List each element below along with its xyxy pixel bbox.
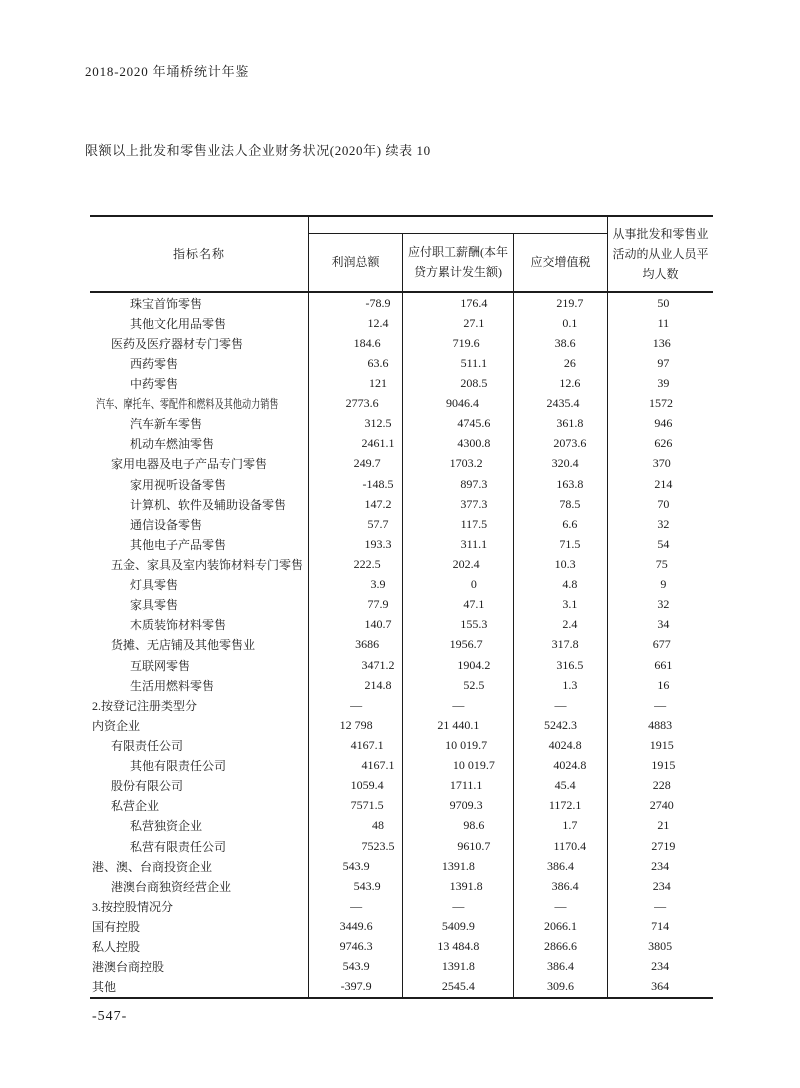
row-vat-value: 320.4	[551, 456, 579, 471]
row-vat-value: 2073.6	[553, 436, 587, 451]
table-row	[90, 635, 713, 655]
row-payroll-value: 176.4	[460, 295, 488, 310]
row-indicator-label: 灯具零售	[130, 578, 179, 593]
row-vat-value: —	[554, 697, 567, 712]
row-indicator-label: 3.按控股情况分	[92, 899, 174, 914]
row-vat-value: 4.8	[562, 577, 578, 592]
row-payroll-value: 4300.8	[457, 436, 491, 451]
row-total-profit-value: 222.5	[353, 556, 381, 571]
table-row	[90, 373, 713, 393]
row-total-profit-value: 63.6	[367, 355, 389, 370]
row-avg-employees-value: —	[654, 697, 667, 712]
row-vat-value: 386.4	[546, 959, 574, 974]
row-total-profit-value: 3686	[355, 637, 380, 652]
row-total-profit-value: 7571.5	[350, 798, 384, 813]
row-total-profit-value: —	[350, 697, 363, 712]
row-vat-value: —	[554, 898, 567, 913]
row-vat-value: 78.5	[559, 496, 581, 511]
row-avg-employees-value: 626	[654, 436, 673, 451]
row-avg-employees-value: 11	[657, 315, 670, 330]
table-row	[90, 615, 713, 635]
row-indicator-label: 其他有限责任公司	[130, 759, 227, 774]
row-avg-employees-value: 34	[657, 617, 670, 632]
row-payroll-value: 47.1	[463, 597, 485, 612]
row-indicator-label: 其他电子产品零售	[130, 537, 227, 552]
row-vat-value: 1.3	[562, 677, 578, 692]
row-avg-employees-value: 1572	[649, 396, 674, 411]
row-payroll-value: 5409.9	[441, 918, 475, 933]
row-indicator-label: 港澳台商控股	[92, 960, 165, 975]
row-payroll-value: 0	[470, 577, 477, 592]
row-vat-value: 2866.6	[543, 939, 577, 954]
row-vat-value: 1.7	[562, 818, 578, 833]
row-total-profit-value: 57.7	[367, 516, 389, 531]
yearbook-title: 2018-2020 年埇桥统计年鉴	[85, 64, 250, 79]
row-total-profit-value: 140.7	[364, 617, 392, 632]
table-row	[90, 494, 713, 514]
table-row	[90, 534, 713, 554]
row-vat-value: 4024.8	[548, 737, 582, 752]
row-payroll-value: 1703.2	[449, 456, 483, 471]
row-payroll-value: 52.5	[463, 677, 485, 692]
row-total-profit-value: 4167.1	[350, 737, 384, 752]
row-payroll-value: —	[452, 898, 465, 913]
page-number: -547-	[92, 1009, 128, 1024]
row-indicator-label: 国有控股	[92, 919, 141, 934]
row-avg-employees-value: 4883	[648, 717, 673, 732]
col-header-payroll: 应付职工薪酬(本年贷方累计发生额)	[408, 245, 508, 279]
table-row	[90, 554, 713, 574]
table-row	[90, 977, 713, 997]
table-row	[90, 957, 713, 977]
table-row	[90, 756, 713, 776]
row-vat-value: 317.8	[551, 637, 579, 652]
row-payroll-value: 1391.8	[441, 858, 475, 873]
row-avg-employees-value: 677	[652, 637, 671, 652]
row-avg-employees-value: 234	[651, 858, 670, 873]
row-indicator-label: 私人控股	[92, 940, 141, 955]
row-payroll-value: 13 484.8	[437, 939, 480, 954]
row-payroll-value: 897.3	[460, 476, 488, 491]
row-total-profit-value: 147.2	[364, 496, 392, 511]
row-payroll-value: 208.5	[460, 375, 488, 390]
row-vat-value: 10.3	[554, 556, 576, 571]
row-payroll-value: 9046.4	[446, 396, 480, 411]
row-vat-value: 71.5	[559, 536, 581, 551]
row-total-profit-value: 7523.5	[361, 838, 395, 853]
row-vat-value: 163.8	[556, 476, 584, 491]
row-payroll-value: 10 019.7	[445, 737, 488, 752]
table-row	[90, 715, 713, 735]
row-avg-employees-value: 39	[657, 375, 670, 390]
table-row	[90, 796, 713, 816]
row-payroll-value: 1956.7	[449, 637, 483, 652]
row-indicator-label: 货摊、无店铺及其他零售业	[111, 638, 256, 653]
row-total-profit-value: 3449.6	[339, 918, 373, 933]
row-payroll-value: 9709.3	[449, 798, 483, 813]
row-avg-employees-value: 1915	[649, 737, 674, 752]
table-row	[90, 394, 713, 414]
row-indicator-label: 互联网零售	[130, 658, 191, 673]
table-row	[90, 434, 713, 454]
row-total-profit-value: 543.9	[342, 858, 370, 873]
table-row	[90, 514, 713, 534]
row-indicator-label: 家用电器及电子产品专门零售	[111, 457, 268, 472]
col-header-avg-employees: 从事批发和零售业活动的从业人员平均人数	[612, 227, 709, 281]
row-payroll-value: 21 440.1	[437, 717, 480, 732]
row-avg-employees-value: 1915	[651, 758, 676, 773]
row-avg-employees-value: 2719	[651, 838, 676, 853]
table-row	[90, 937, 713, 957]
table-row	[90, 836, 713, 856]
col-header-total-profit: 利润总额	[331, 255, 380, 269]
row-indicator-label: 中药零售	[130, 376, 179, 391]
row-indicator-label: 汽车、摩托车、零配件和燃料及其他动力销售	[96, 397, 279, 412]
row-vat-value: 316.5	[556, 657, 584, 672]
table-row	[90, 595, 713, 615]
row-payroll-value: 1711.1	[449, 778, 483, 793]
row-payroll-value: 719.6	[452, 335, 480, 350]
row-indicator-label: 其他文化用品零售	[130, 316, 227, 331]
table-row	[90, 575, 713, 595]
row-avg-employees-value: —	[654, 898, 667, 913]
row-total-profit-value: 214.8	[364, 677, 392, 692]
row-vat-value: 0.1	[562, 315, 578, 330]
row-payroll-value: 155.3	[460, 617, 488, 632]
row-avg-employees-value: 370	[652, 456, 671, 471]
row-total-profit-value: 48	[371, 818, 384, 833]
row-avg-employees-value: 234	[652, 878, 671, 893]
table-row	[90, 675, 713, 695]
row-indicator-label: 股份有限公司	[111, 779, 184, 794]
row-indicator-label: 2.按登记注册类型分	[92, 698, 198, 713]
row-total-profit-value: 1059.4	[350, 778, 384, 793]
row-total-profit-value: -397.9	[340, 979, 372, 994]
row-payroll-value: 1391.8	[441, 959, 475, 974]
row-total-profit-value: 2773.6	[345, 396, 379, 411]
row-avg-employees-value: 214	[654, 476, 673, 491]
row-indicator-label: 私营独资企业	[130, 819, 203, 834]
row-avg-employees-value: 9	[660, 577, 667, 592]
row-indicator-label: 港、澳、台商投资企业	[92, 859, 213, 874]
row-vat-value: 219.7	[556, 295, 584, 310]
row-total-profit-value: 12.4	[367, 315, 389, 330]
row-indicator-label: 木质装饰材料零售	[130, 618, 227, 633]
row-payroll-value: 98.6	[463, 818, 485, 833]
row-vat-value: 12.6	[559, 375, 581, 390]
table-row	[90, 916, 713, 936]
row-total-profit-value: 3471.2	[361, 657, 395, 672]
table-row	[90, 896, 713, 916]
row-total-profit-value: -78.9	[365, 295, 391, 310]
row-total-profit-value: 193.3	[364, 536, 392, 551]
row-avg-employees-value: 32	[657, 516, 670, 531]
row-indicator-label: 有限责任公司	[111, 738, 184, 753]
row-payroll-value: 117.5	[460, 516, 488, 531]
row-total-profit-value: 12 798	[339, 717, 373, 732]
table-row	[90, 816, 713, 836]
row-indicator-label: 珠宝首饰零售	[130, 296, 203, 311]
table-row	[90, 856, 713, 876]
row-vat-value: 26	[563, 355, 576, 370]
table-row	[90, 776, 713, 796]
table-row	[90, 313, 713, 333]
row-avg-employees-value: 70	[657, 496, 670, 511]
row-vat-value: 386.4	[546, 858, 574, 873]
row-payroll-value: 1904.2	[457, 657, 491, 672]
row-avg-employees-value: 234	[651, 959, 670, 974]
row-avg-employees-value: 54	[657, 536, 670, 551]
table-body	[90, 293, 713, 997]
row-vat-value: 2435.4	[546, 396, 580, 411]
row-vat-value: 361.8	[556, 416, 584, 431]
row-vat-value: 2066.1	[543, 918, 577, 933]
table-title: 限额以上批发和零售业法人企业财务状况(2020年) 续表 10	[85, 143, 431, 158]
financial-status-table	[90, 215, 713, 999]
row-indicator-label: 医药及医疗器材专门零售	[111, 336, 244, 351]
row-total-profit-value: 77.9	[367, 597, 389, 612]
row-vat-value: 2.4	[562, 617, 578, 632]
row-avg-employees-value: 16	[657, 677, 670, 692]
row-total-profit-value: 4167.1	[361, 758, 395, 773]
row-payroll-value: 1391.8	[449, 878, 483, 893]
row-vat-value: 3.1	[562, 597, 578, 612]
row-indicator-label: 港澳台商独资经营企业	[111, 879, 232, 894]
row-avg-employees-value: 21	[657, 818, 670, 833]
row-total-profit-value: 312.5	[364, 416, 392, 431]
table-row	[90, 333, 713, 353]
row-payroll-value: 202.4	[452, 556, 480, 571]
row-vat-value: 1170.4	[553, 838, 587, 853]
col-header-vat-payable: 应交增值税	[530, 255, 591, 269]
row-total-profit-value: 543.9	[342, 959, 370, 974]
row-indicator-label: 生活用燃料零售	[130, 678, 215, 693]
row-avg-employees-value: 75	[655, 556, 668, 571]
row-avg-employees-value: 661	[654, 657, 673, 672]
row-indicator-label: 私营企业	[111, 799, 160, 814]
row-avg-employees-value: 3805	[648, 939, 673, 954]
row-payroll-value: 10 019.7	[452, 758, 495, 773]
row-total-profit-value: 9746.3	[339, 939, 373, 954]
row-payroll-value: 27.1	[463, 315, 485, 330]
table-row	[90, 474, 713, 494]
table-row	[90, 695, 713, 715]
row-avg-employees-value: 32	[657, 597, 670, 612]
row-avg-employees-value: 228	[652, 778, 671, 793]
row-payroll-value: 377.3	[460, 496, 488, 511]
row-indicator-label: 西药零售	[130, 356, 179, 371]
table-row	[90, 735, 713, 755]
row-payroll-value: 9610.7	[457, 838, 491, 853]
row-indicator-label: 机动车燃油零售	[130, 437, 215, 452]
row-total-profit-value: 543.9	[353, 878, 381, 893]
row-indicator-label: 其他	[92, 980, 117, 995]
row-payroll-value: —	[452, 697, 465, 712]
row-payroll-value: 511.1	[460, 355, 488, 370]
row-total-profit-value: 184.6	[353, 335, 381, 350]
table-row	[90, 414, 713, 434]
row-payroll-value: 2545.4	[441, 979, 475, 994]
row-vat-value: 5242.3	[543, 717, 577, 732]
row-vat-value: 1172.1	[548, 798, 582, 813]
row-indicator-label: 汽车新车零售	[130, 417, 203, 432]
row-indicator-label: 计算机、软件及辅助设备零售	[130, 497, 287, 512]
row-vat-value: 309.6	[546, 979, 574, 994]
row-vat-value: 45.4	[554, 778, 576, 793]
row-avg-employees-value: 136	[652, 335, 671, 350]
row-vat-value: 6.6	[562, 516, 578, 531]
table-row	[90, 293, 713, 313]
row-total-profit-value: —	[350, 898, 363, 913]
row-avg-employees-value: 714	[651, 918, 670, 933]
row-indicator-label: 私营有限责任公司	[130, 839, 227, 854]
table-row	[90, 876, 713, 896]
table-row	[90, 655, 713, 675]
row-vat-value: 386.4	[551, 878, 579, 893]
row-indicator-label: 家具零售	[130, 598, 179, 613]
row-total-profit-value: -148.5	[362, 476, 394, 491]
row-vat-value: 38.6	[554, 335, 576, 350]
row-indicator-label: 内资企业	[92, 718, 141, 733]
row-avg-employees-value: 364	[651, 979, 670, 994]
row-payroll-value: 4745.6	[457, 416, 491, 431]
row-avg-employees-value: 2740	[649, 798, 674, 813]
col-header-indicator: 指标名称	[172, 247, 225, 261]
row-total-profit-value: 2461.1	[361, 436, 395, 451]
table-row	[90, 353, 713, 373]
row-avg-employees-value: 97	[657, 355, 670, 370]
row-total-profit-value: 121	[368, 375, 387, 390]
row-indicator-label: 家用视听设备零售	[130, 477, 227, 492]
col-group-header-empty	[309, 217, 607, 233]
row-total-profit-value: 249.7	[353, 456, 381, 471]
row-vat-value: 4024.8	[553, 758, 587, 773]
row-indicator-label: 通信设备零售	[130, 517, 203, 532]
row-total-profit-value: 3.9	[370, 577, 386, 592]
row-payroll-value: 311.1	[460, 536, 488, 551]
row-avg-employees-value: 946	[654, 416, 673, 431]
row-avg-employees-value: 50	[657, 295, 670, 310]
table-row	[90, 454, 713, 474]
row-indicator-label: 五金、家具及室内装饰材料专门零售	[111, 557, 304, 572]
